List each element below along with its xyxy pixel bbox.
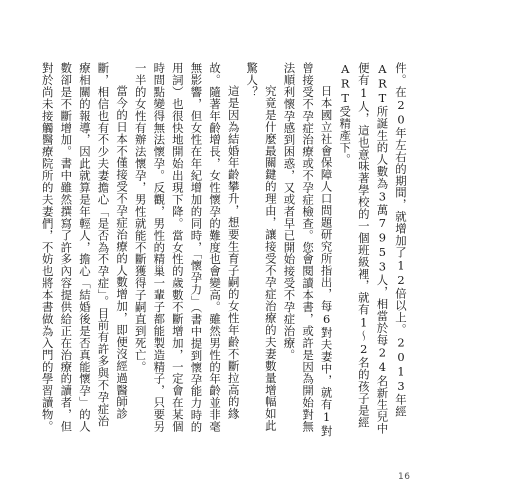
vertical-text-body	[40, 62, 410, 437]
paragraph-5: 當今的日本不僅接受不孕症治療的人數增加，即便沒經過醫師診斷，相信也有不少夫妻擔心「是否為不孕症」。目前有許多與不孕症治療相關的報導，因此就算是年輕人，擔心「結婚後是否真能懷孕」的人數卻是不斷增加。書中雖然撰寫了許多內容提供給正在治療的讀者，但對於尚未接觸醫療院所的夫妻們，不妨也將本書做為入門的學習讀物。	[40, 62, 130, 433]
paragraph-4: 這是因為結婚年齡攀升，想要生育子嗣的女性年齡不斷拉高的緣故。隨著年齡增長，女性懷孕的難度也會變高。雖然男性的年齡並非毫無影響，但女性在年紀增加的同時，「懷孕力」（書中提到懷孕能力時的用詞）也很快地開始出現下降。當女性的歲數不斷增加，一定會在某個時間點變得無法懷孕。反觀，男性的精巢一輩子都能製造精子，只要另一半的女性有辦法懷孕，男性就能不斷獲得子嗣直到死亡。	[133, 62, 241, 433]
page-number: 16	[398, 472, 411, 482]
paragraph-2: 日本國立社會保障人口問題研究所指出，每6對夫妻中，就有1對曾接受不孕症治療或不孕症檢查。您會閱讀本書，或許是因為開始對無法順利懷孕感到困惑，又或者早已開始接受不孕症治療。	[282, 62, 334, 437]
paragraph-3: 究竟是什麼最關鍵的理由，讓接受不孕症治療的夫妻數量增幅如此驚人？	[245, 62, 278, 432]
paragraph-1: 件。在20年左右的期間，就增加了12倍以上。2013年經ART所誕生的人數為3萬7953人，相當於每24名新生兒中便有1人，這也意味著學校的一個班級裡，就有1～2名的孩子是經ART受精產下。	[338, 62, 408, 435]
